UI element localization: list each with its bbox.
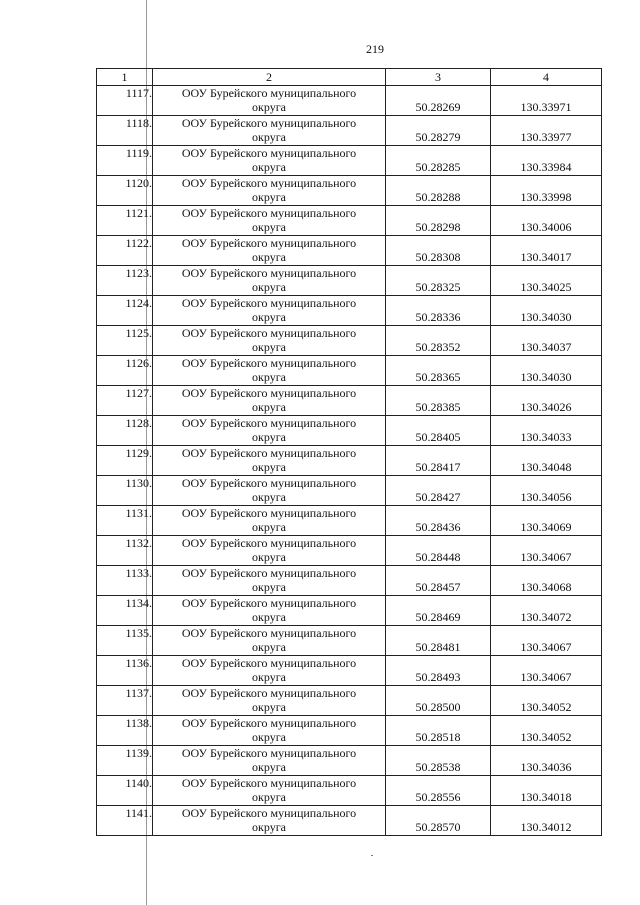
row-number: 1125. xyxy=(97,326,153,356)
column-header: 3 xyxy=(386,69,491,86)
organization-name-line1: ООУ Бурейского муниципального xyxy=(181,176,357,190)
latitude-cell: 50.28556 xyxy=(386,776,491,806)
organization-name xyxy=(153,806,386,836)
organization-name-line1: ООУ Бурейского муниципального xyxy=(181,326,357,340)
organization-name xyxy=(153,596,386,626)
latitude-cell: 50.28493 xyxy=(386,656,491,686)
longitude-cell: 130.33998 xyxy=(491,176,602,206)
table-row xyxy=(97,236,602,266)
latitude-cell: 50.28325 xyxy=(386,266,491,296)
latitude-cell: 50.28500 xyxy=(386,686,491,716)
organization-name xyxy=(153,656,386,686)
longitude-cell: 130.34030 xyxy=(491,356,602,386)
organization-name-line1: ООУ Бурейского муниципального xyxy=(181,626,357,640)
longitude-cell: 130.34072 xyxy=(491,596,602,626)
table-row xyxy=(97,626,602,656)
latitude-cell: 50.28570 xyxy=(386,806,491,836)
row-number: 1123. xyxy=(97,266,153,296)
table-row xyxy=(97,656,602,686)
organization-name xyxy=(153,506,386,536)
organization-name xyxy=(153,476,386,506)
row-number: 1119. xyxy=(97,146,153,176)
organization-name xyxy=(153,266,386,296)
organization-name xyxy=(153,536,386,566)
organization-name-line1: ООУ Бурейского муниципального xyxy=(181,296,357,310)
longitude-cell: 130.34067 xyxy=(491,626,602,656)
organization-name-line2: округа xyxy=(252,790,286,804)
organization-name-line1: ООУ Бурейского муниципального xyxy=(181,356,357,370)
latitude-cell: 50.28298 xyxy=(386,206,491,236)
organization-name-line2: округа xyxy=(252,610,286,624)
row-number: 1137. xyxy=(97,686,153,716)
longitude-cell: 130.34026 xyxy=(491,386,602,416)
organization-name-line2: округа xyxy=(252,160,286,174)
organization-name-line1: ООУ Бурейского муниципального xyxy=(181,386,357,400)
latitude-cell: 50.28385 xyxy=(386,386,491,416)
organization-name-line2: округа xyxy=(252,100,286,114)
organization-name xyxy=(153,146,386,176)
longitude-cell: 130.34052 xyxy=(491,716,602,746)
organization-name-line2: округа xyxy=(252,670,286,684)
row-number: 1124. xyxy=(97,296,153,326)
coordinates-table xyxy=(96,68,602,836)
organization-name xyxy=(153,776,386,806)
table-row xyxy=(97,746,602,776)
row-number: 1129. xyxy=(97,446,153,476)
organization-name-line2: округа xyxy=(252,340,286,354)
table-header-row xyxy=(97,69,602,86)
longitude-cell: 130.34025 xyxy=(491,266,602,296)
organization-name-line2: округа xyxy=(252,640,286,654)
row-number: 1117. xyxy=(97,86,153,116)
table-row xyxy=(97,176,602,206)
organization-name xyxy=(153,326,386,356)
organization-name-line2: округа xyxy=(252,280,286,294)
row-number: 1138. xyxy=(97,716,153,746)
longitude-cell: 130.34067 xyxy=(491,536,602,566)
latitude-cell: 50.28269 xyxy=(386,86,491,116)
organization-name-line2: округа xyxy=(252,400,286,414)
latitude-cell: 50.28336 xyxy=(386,296,491,326)
organization-name xyxy=(153,386,386,416)
organization-name-line1: ООУ Бурейского муниципального xyxy=(181,206,357,220)
organization-name-line1: ООУ Бурейского муниципального xyxy=(181,116,357,130)
column-header: 1 xyxy=(97,69,153,86)
longitude-cell: 130.34033 xyxy=(491,416,602,446)
latitude-cell: 50.28288 xyxy=(386,176,491,206)
table-row xyxy=(97,266,602,296)
latitude-cell: 50.28538 xyxy=(386,746,491,776)
organization-name-line1: ООУ Бурейского муниципального xyxy=(181,776,357,790)
latitude-cell: 50.28481 xyxy=(386,626,491,656)
table-row xyxy=(97,686,602,716)
organization-name-line1: ООУ Бурейского муниципального xyxy=(181,416,357,430)
row-number: 1141. xyxy=(97,806,153,836)
organization-name-line1: ООУ Бурейского муниципального xyxy=(181,476,357,490)
row-number: 1122. xyxy=(97,236,153,266)
organization-name-line1: ООУ Бурейского муниципального xyxy=(181,536,357,550)
table-row xyxy=(97,86,602,116)
latitude-cell: 50.28436 xyxy=(386,506,491,536)
row-number: 1131. xyxy=(97,506,153,536)
row-number: 1121. xyxy=(97,206,153,236)
table-row xyxy=(97,146,602,176)
latitude-cell: 50.28457 xyxy=(386,566,491,596)
latitude-cell: 50.28308 xyxy=(386,236,491,266)
row-number: 1128. xyxy=(97,416,153,446)
longitude-cell: 130.34030 xyxy=(491,296,602,326)
row-number: 1118. xyxy=(97,116,153,146)
row-number: 1140. xyxy=(97,776,153,806)
table-row xyxy=(97,386,602,416)
table-row xyxy=(97,716,602,746)
longitude-cell: 130.34012 xyxy=(491,806,602,836)
organization-name-line1: ООУ Бурейского муниципального xyxy=(181,566,357,580)
organization-name xyxy=(153,716,386,746)
organization-name-line1: ООУ Бурейского муниципального xyxy=(181,506,357,520)
organization-name xyxy=(153,236,386,266)
latitude-cell: 50.28518 xyxy=(386,716,491,746)
organization-name-line2: округа xyxy=(252,220,286,234)
row-number: 1139. xyxy=(97,746,153,776)
organization-name xyxy=(153,626,386,656)
organization-name-line2: округа xyxy=(252,760,286,774)
organization-name-line1: ООУ Бурейского муниципального xyxy=(181,716,357,730)
organization-name-line1: ООУ Бурейского муниципального xyxy=(181,446,357,460)
organization-name-line2: округа xyxy=(252,250,286,264)
longitude-cell: 130.34067 xyxy=(491,656,602,686)
organization-name xyxy=(153,206,386,236)
organization-name xyxy=(153,446,386,476)
organization-name xyxy=(153,176,386,206)
column-header: 2 xyxy=(153,69,386,86)
table-row xyxy=(97,476,602,506)
table-row xyxy=(97,296,602,326)
table-row xyxy=(97,356,602,386)
organization-name xyxy=(153,86,386,116)
organization-name-line1: ООУ Бурейского муниципального xyxy=(181,686,357,700)
organization-name-line1: ООУ Бурейского муниципального xyxy=(181,236,357,250)
table-row xyxy=(97,206,602,236)
organization-name-line2: округа xyxy=(252,490,286,504)
row-number: 1126. xyxy=(97,356,153,386)
longitude-cell: 130.34052 xyxy=(491,686,602,716)
longitude-cell: 130.34018 xyxy=(491,776,602,806)
organization-name-line1: ООУ Бурейского муниципального xyxy=(181,146,357,160)
table-row xyxy=(97,776,602,806)
longitude-cell: 130.34037 xyxy=(491,326,602,356)
row-number: 1135. xyxy=(97,626,153,656)
table-row xyxy=(97,506,602,536)
longitude-cell: 130.34036 xyxy=(491,746,602,776)
latitude-cell: 50.28365 xyxy=(386,356,491,386)
column-header: 4 xyxy=(491,69,602,86)
organization-name xyxy=(153,686,386,716)
scan-speck xyxy=(371,855,373,856)
organization-name-line2: округа xyxy=(252,130,286,144)
longitude-cell: 130.34006 xyxy=(491,206,602,236)
organization-name-line1: ООУ Бурейского муниципального xyxy=(181,656,357,670)
longitude-cell: 130.33971 xyxy=(491,86,602,116)
organization-name-line2: округа xyxy=(252,580,286,594)
longitude-cell: 130.34017 xyxy=(491,236,602,266)
table-row xyxy=(97,566,602,596)
organization-name xyxy=(153,116,386,146)
organization-name xyxy=(153,416,386,446)
latitude-cell: 50.28405 xyxy=(386,416,491,446)
organization-name-line1: ООУ Бурейского муниципального xyxy=(181,266,357,280)
latitude-cell: 50.28279 xyxy=(386,116,491,146)
latitude-cell: 50.28417 xyxy=(386,446,491,476)
longitude-cell: 130.33984 xyxy=(491,146,602,176)
row-number: 1127. xyxy=(97,386,153,416)
organization-name-line2: округа xyxy=(252,310,286,324)
organization-name-line2: округа xyxy=(252,730,286,744)
table-row xyxy=(97,446,602,476)
page-number: 219 xyxy=(366,42,384,56)
longitude-cell: 130.34068 xyxy=(491,566,602,596)
row-number: 1133. xyxy=(97,566,153,596)
latitude-cell: 50.28285 xyxy=(386,146,491,176)
table-row xyxy=(97,326,602,356)
row-number: 1132. xyxy=(97,536,153,566)
latitude-cell: 50.28469 xyxy=(386,596,491,626)
longitude-cell: 130.34069 xyxy=(491,506,602,536)
longitude-cell: 130.33977 xyxy=(491,116,602,146)
organization-name xyxy=(153,296,386,326)
organization-name xyxy=(153,356,386,386)
organization-name-line1: ООУ Бурейского муниципального xyxy=(181,86,357,100)
organization-name xyxy=(153,746,386,776)
organization-name-line2: округа xyxy=(252,520,286,534)
organization-name-line2: округа xyxy=(252,460,286,474)
organization-name-line2: округа xyxy=(252,700,286,714)
table-body xyxy=(97,86,602,836)
longitude-cell: 130.34056 xyxy=(491,476,602,506)
latitude-cell: 50.28352 xyxy=(386,326,491,356)
table-row xyxy=(97,116,602,146)
organization-name-line1: ООУ Бурейского муниципального xyxy=(181,746,357,760)
table-row xyxy=(97,806,602,836)
table-row xyxy=(97,596,602,626)
row-number: 1130. xyxy=(97,476,153,506)
organization-name-line1: ООУ Бурейского муниципального xyxy=(181,806,357,820)
table-row xyxy=(97,416,602,446)
latitude-cell: 50.28427 xyxy=(386,476,491,506)
organization-name-line2: округа xyxy=(252,550,286,564)
row-number: 1120. xyxy=(97,176,153,206)
row-number: 1136. xyxy=(97,656,153,686)
organization-name-line2: округа xyxy=(252,430,286,444)
organization-name-line2: округа xyxy=(252,820,286,834)
organization-name xyxy=(153,566,386,596)
organization-name-line1: ООУ Бурейского муниципального xyxy=(181,596,357,610)
longitude-cell: 130.34048 xyxy=(491,446,602,476)
organization-name-line2: округа xyxy=(252,190,286,204)
table-row xyxy=(97,536,602,566)
organization-name-line2: округа xyxy=(252,370,286,384)
row-number: 1134. xyxy=(97,596,153,626)
latitude-cell: 50.28448 xyxy=(386,536,491,566)
